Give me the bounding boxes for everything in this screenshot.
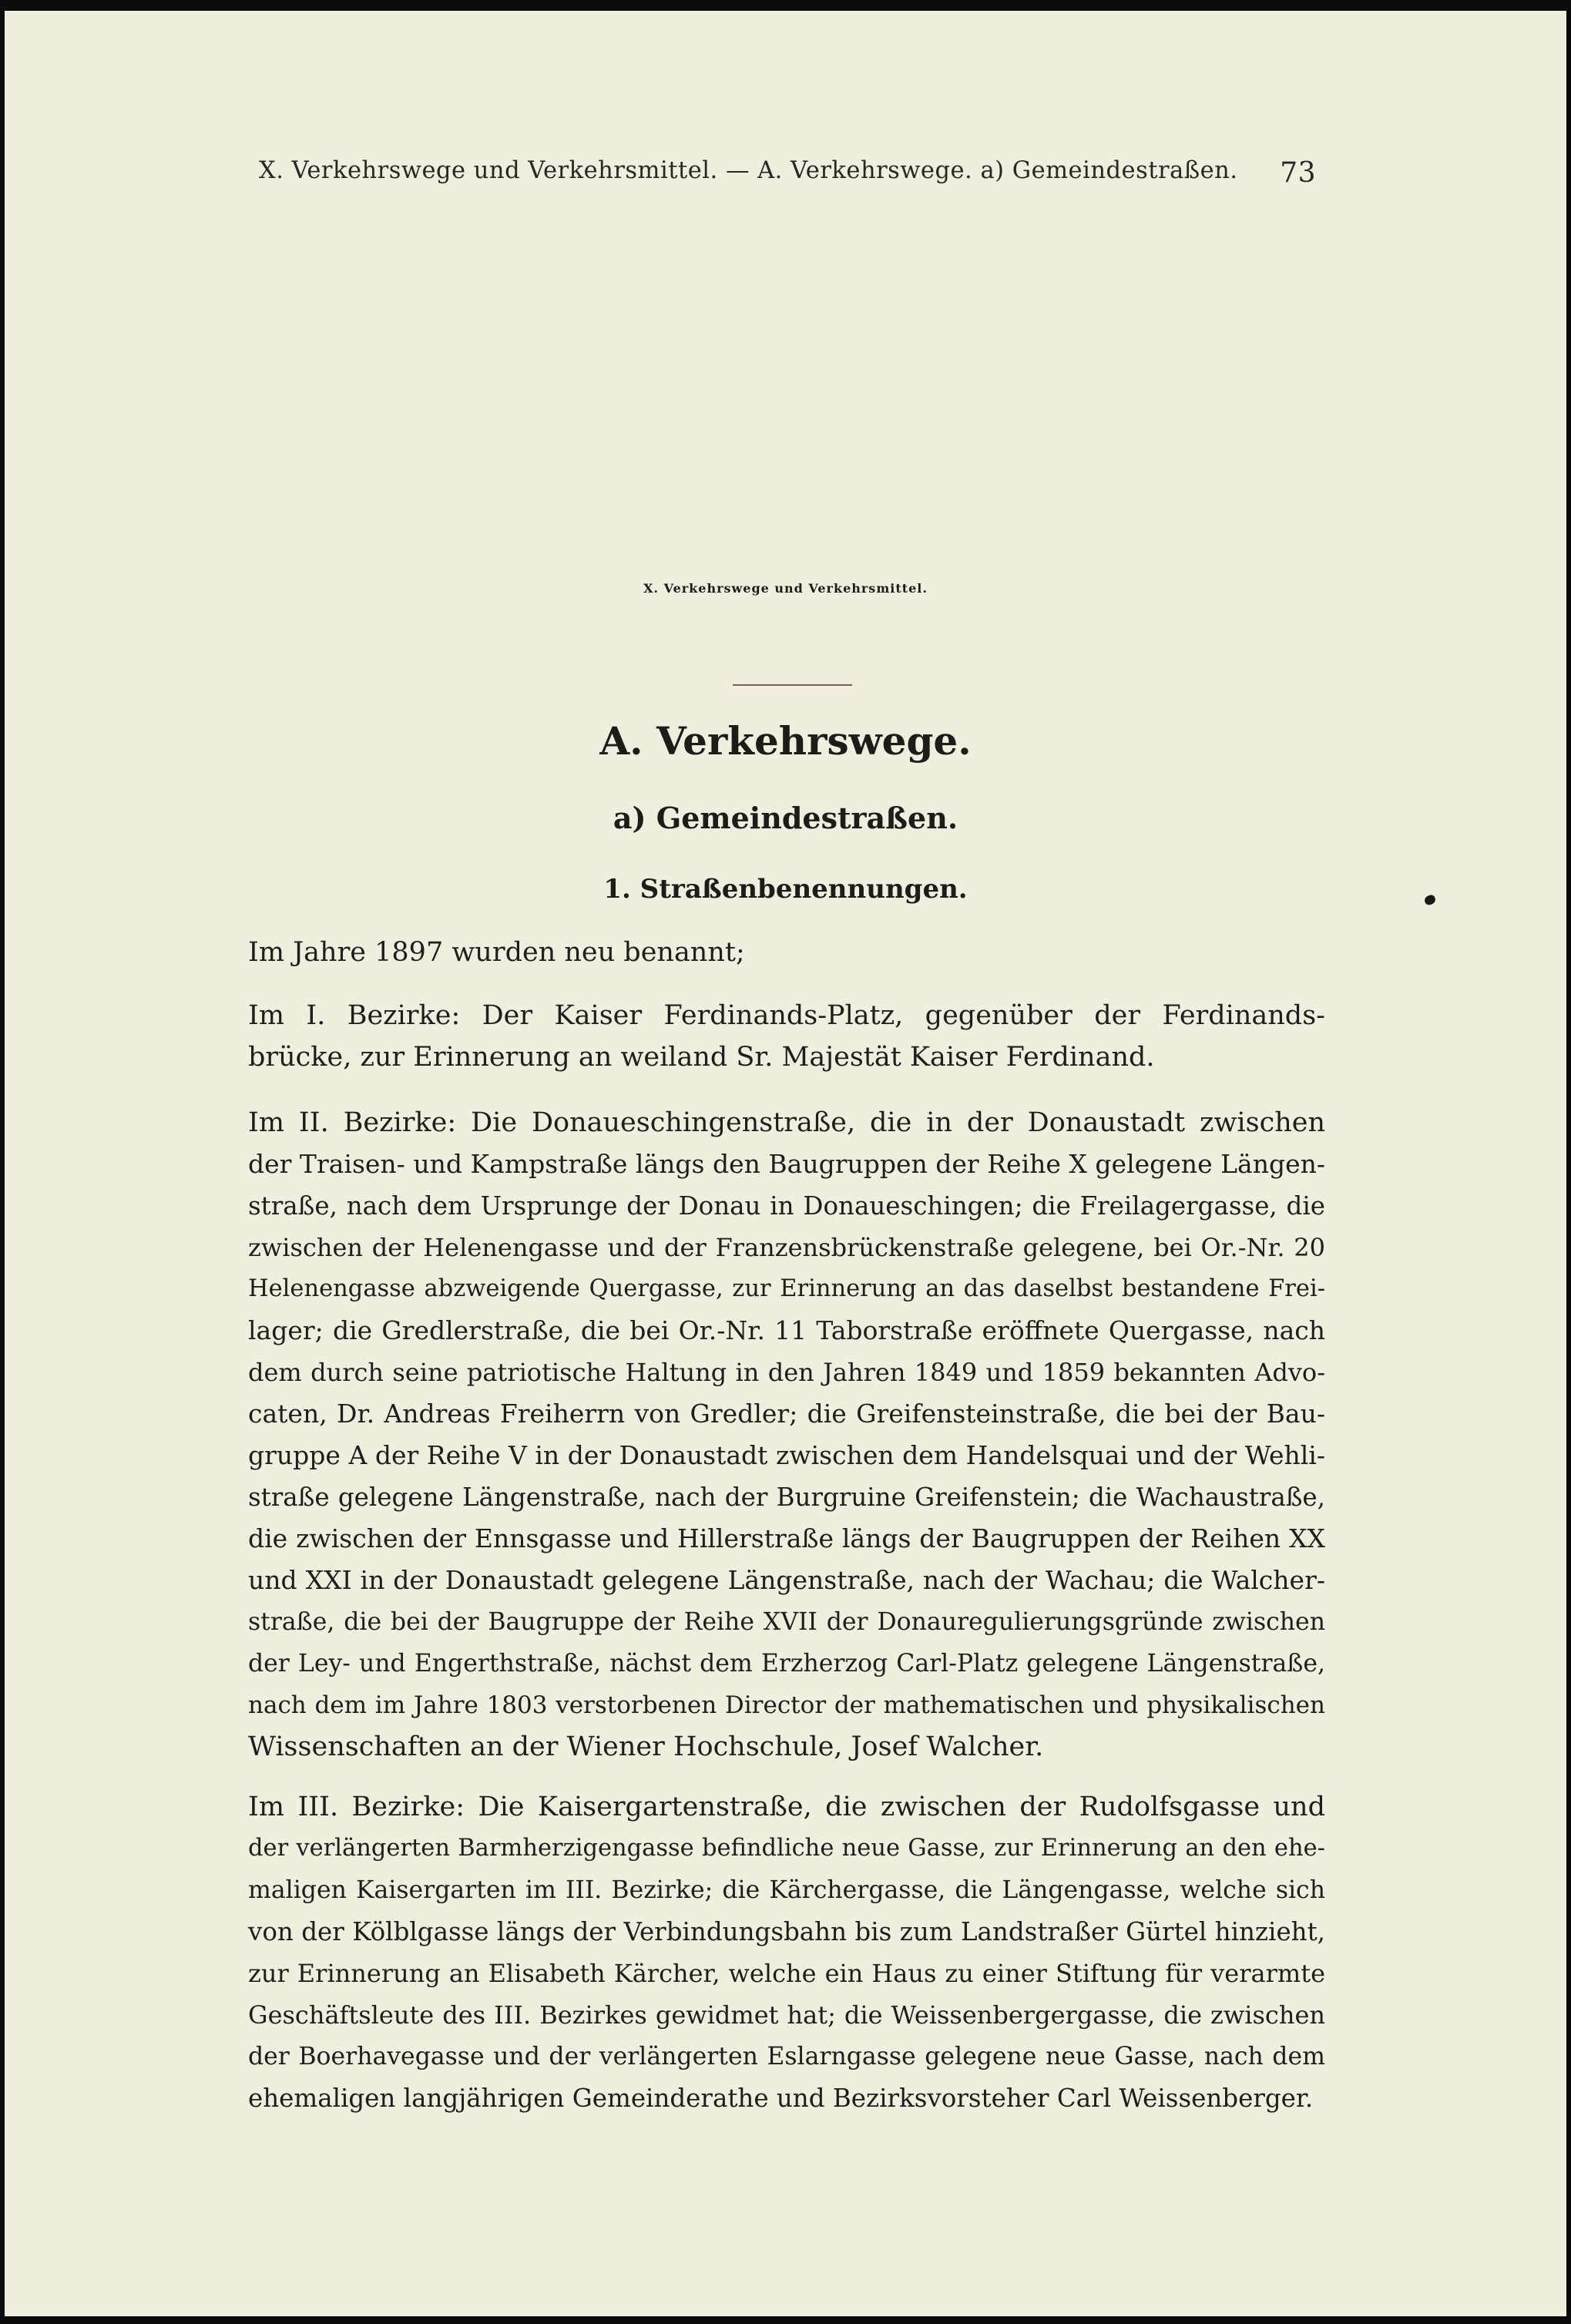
paragraph-line: straße gelegene Längenstraße, nach der Burgruine Greifenstein; die Wachaustraße, (248, 1483, 1325, 1512)
paragraph-line: Wissenschaften an der Wiener Hochschule, Josef Walcher. (248, 1731, 1044, 1762)
title-divider (733, 684, 852, 686)
paragraph-line: Geschäftsleute des III. Bezirkes gewidmet hat; die Weissenbergergasse, die zwischen (248, 2000, 1325, 2030)
paragraph-line: Im II. Bezirke: Die Donaueschingenstraße, die in der Donaustadt zwischen (248, 1107, 1325, 1138)
paragraph-line: zur Erinnerung an Elisabeth Kärcher, welche ein Haus zu einer Stiftung für verarmte (248, 1959, 1325, 1988)
paragraph-line: dem durch seine patriotische Haltung in den Jahren 1849 und 1859 bekannten Advo- (248, 1358, 1325, 1387)
paragraph-bezirk-3 (248, 1786, 1325, 2119)
paragraph-line: und XXI in der Donaustadt gelegene Längenstraße, nach der Wachau; die Walcher- (248, 1565, 1325, 1595)
paragraph-line: straße, die bei der Baugruppe der Reihe XVII der Donauregulierungsgründe zwischen (248, 1608, 1325, 1636)
paragraph-line: zwischen der Helenengasse und der Franzensbrückenstraße gelegene, bei Or.-Nr. 20 (248, 1233, 1325, 1262)
section-title: A. Verkehrswege. (599, 718, 972, 764)
sub-subsection-title: 1. Straßenbenennungen. (603, 874, 968, 905)
paragraph-line: maligen Kaisergarten im III. Bezirke; die Kärchergasse, die Längengasse, welche sich (248, 1876, 1325, 1904)
paragraph-line: lager; die Gredlerstraße, die bei Or.-Nr. 11 Taborstraße eröffnete Quergasse, nach (248, 1315, 1325, 1345)
paragraph-bezirk-1 (248, 995, 1325, 1078)
paragraph-line: brücke, zur Erinnerung an weiland Sr. Majestät Kaiser Ferdinand. (248, 1042, 1155, 1073)
paragraph-line: gruppe A der Reihe V in der Donaustadt zwischen dem Handelsquai und der Wehli- (248, 1440, 1325, 1470)
paragraph-line: Im I. Bezirke: Der Kaiser Ferdinands-Platz, gegenüber der Ferdinands- (248, 1000, 1325, 1031)
paragraph-line: Helenengasse abzweigende Quergasse, zur Erinnerung an das daselbst bestandene Frei- (248, 1275, 1325, 1302)
paragraph-line: die zwischen der Ennsgasse und Hillerstraße längs der Baugruppen der Reihen XX (248, 1523, 1325, 1553)
paragraph-line: der verlängerten Barmherzigengasse befindliche neue Gasse, zur Erinnerung an den ehe- (248, 1835, 1325, 1862)
paragraph-line: von der Kölblgasse längs der Verbindungsbahn bis zum Landstraßer Gürtel hinzieht, (248, 1917, 1325, 1946)
document-page (5, 11, 1566, 2316)
chapter-title: X. Verkehrswege und Verkehrsmittel. (643, 581, 928, 596)
paragraph-line: caten, Dr. Andreas Freiherrn von Gredler; die Greifensteinstraße, die bei der Bau- (248, 1399, 1325, 1429)
paragraph-line: der Traisen- und Kampstraße längs den Baugruppen der Reihe X gelegene Längen- (248, 1149, 1325, 1179)
intro-line: Im Jahre 1897 wurden neu benannt; (248, 937, 745, 968)
intro-paragraph (248, 932, 1325, 973)
paragraph-line: der Ley- und Engerthstraße, nächst dem Erzherzog Carl-Platz gelegene Längenstraße, (248, 1650, 1325, 1678)
subsection-title: a) Gemeindestraßen. (613, 801, 958, 835)
running-head-text: X. Verkehrswege und Verkehrsmittel. — A. Verkehrswege. a) Gemeindestraßen. (259, 157, 1238, 184)
paragraph-line: der Boerhavegasse und der verlängerten Eslarngasse gelegene neue Gasse, nach dem (248, 2043, 1325, 2070)
page-number: 73 (1280, 157, 1316, 189)
paragraph-line: straße, nach dem Ursprunge der Donau in Donaueschingen; die Freilagergasse, die (248, 1191, 1325, 1221)
paragraph-line: ehemaligen langjährigen Gemeinderathe und Bezirksvorsteher Carl Weissenberger. (248, 2084, 1314, 2113)
paragraph-line: Im III. Bezirke: Die Kaisergartenstraße, die zwischen der Rudolfsgasse und (248, 1792, 1325, 1822)
running-head (259, 157, 1316, 203)
paragraph-bezirk-2 (248, 1102, 1325, 1768)
paragraph-line: nach dem im Jahre 1803 verstorbenen Director der mathematischen und physikalischen (248, 1691, 1325, 1719)
